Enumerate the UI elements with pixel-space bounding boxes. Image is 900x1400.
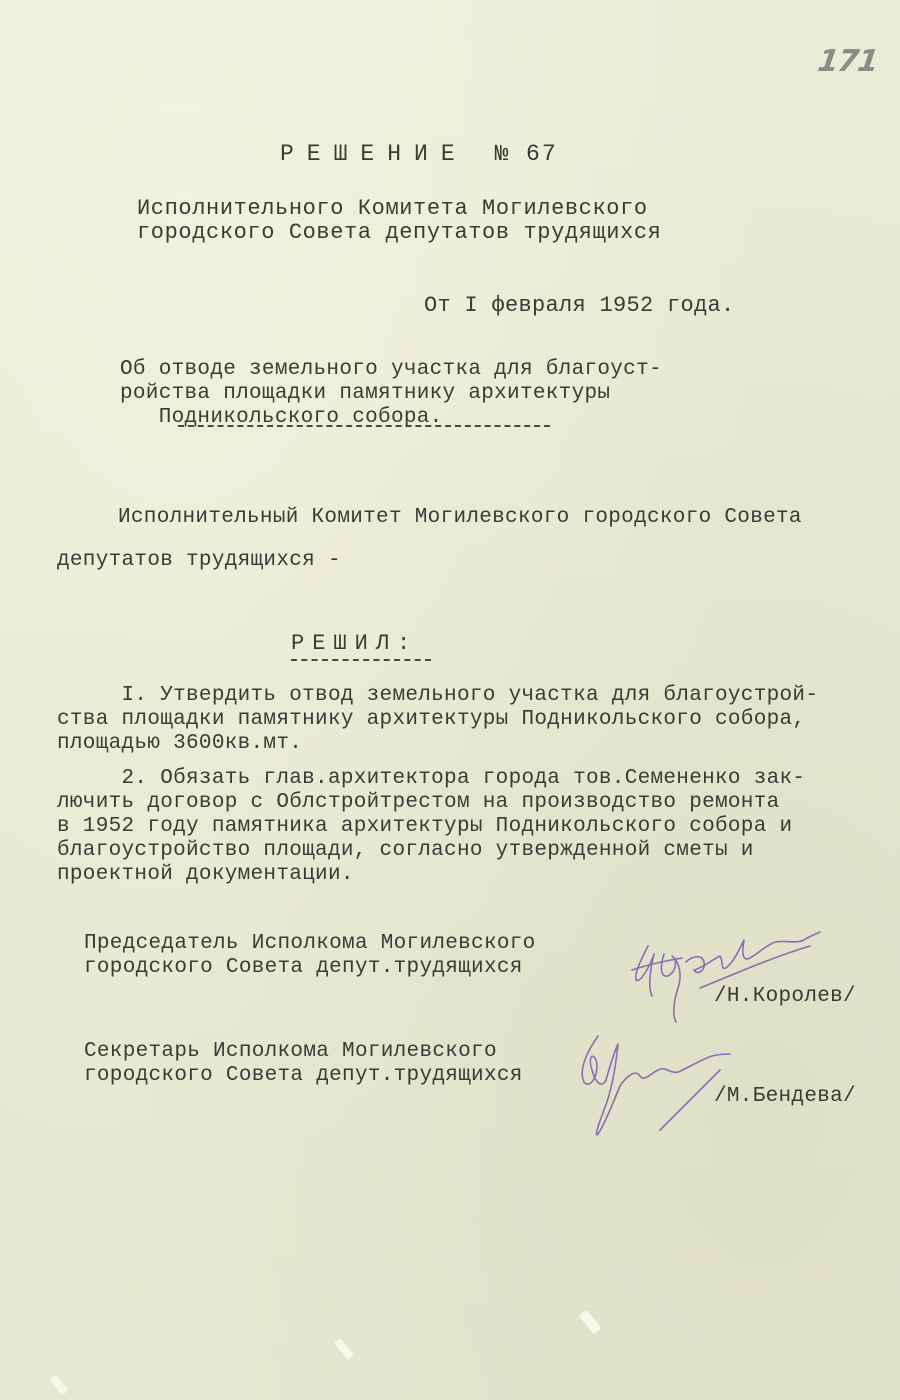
item-line: лючить договор с Облстройтрестом на производство ремонта — [57, 791, 780, 814]
item-line: ства площадки памятнику архитектуры Подникольского собора, — [57, 708, 806, 731]
subject-underline — [178, 425, 550, 427]
issuer-block — [137, 197, 661, 245]
position-line: Председатель Исполкома Могилевского — [84, 932, 536, 955]
item-line: проектной документации. — [57, 863, 354, 886]
resolved-heading: РЕШИЛ: — [291, 631, 419, 656]
resolution-item-2 — [57, 767, 805, 887]
position-line: городского Совета депут.трудящихся — [84, 1064, 523, 1087]
resolved-underline — [291, 659, 431, 661]
chairman-position — [84, 932, 536, 980]
preamble-line: депутатов трудящихся - — [57, 549, 341, 572]
item-line: благоустройство площади, согласно утвержденной сметы и — [57, 839, 754, 862]
document-date: От I февраля 1952 года. — [424, 293, 735, 318]
title-number: № 67 — [494, 141, 558, 167]
chairman-signature — [620, 918, 830, 1028]
subject-block — [120, 358, 662, 430]
subject-line: Подникольского собора. — [120, 406, 443, 429]
subject-line: ройства площадки памятнику архитектуры — [120, 382, 611, 405]
document-title — [280, 142, 558, 166]
resolution-item-1 — [57, 684, 818, 756]
item-line: в 1952 году памятника архитектуры Подникольского собора и — [57, 815, 793, 838]
archive-sheet-number: 171 — [815, 44, 881, 79]
item-line: площадью 3600кв.мт. — [57, 732, 303, 755]
secretary-name: /М.Бендева/ — [714, 1085, 856, 1108]
position-line: городского Совета депут.трудящихся — [84, 956, 523, 979]
preamble-line: Исполнительный Комитет Могилевского городского Совета — [118, 506, 802, 529]
issuer-line: городского Совета депутатов трудящихся — [137, 220, 662, 245]
paper-stain — [334, 1338, 354, 1360]
subject-line: Об отводе земельного участка для благоуст- — [120, 358, 662, 381]
title-word: РЕШЕНИЕ — [280, 141, 468, 167]
issuer-line: Исполнительного Комитета Могилевского — [137, 196, 648, 221]
item-line: I. Утвердить отвод земельного участка для благоустрой- — [57, 684, 819, 707]
secretary-position — [84, 1040, 523, 1088]
paper-stain — [50, 1375, 69, 1395]
paper-stain — [578, 1310, 601, 1335]
chairman-name: /Н.Королев/ — [714, 985, 856, 1008]
item-line: 2. Обязать глав.архитектора города тов.Семененко зак- — [57, 767, 806, 790]
position-line: Секретарь Исполкома Могилевского — [84, 1040, 497, 1063]
